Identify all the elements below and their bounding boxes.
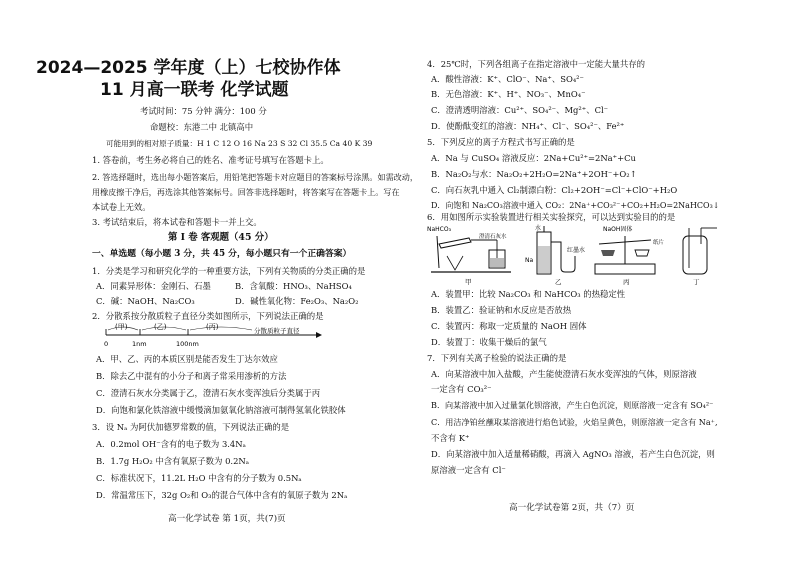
apparatus-ding [683, 228, 717, 274]
diagram-label-bing: (丙) [206, 323, 219, 331]
q4-option-c: C．澄清透明溶液：Cu²⁺、SO₄²⁻、Mg²⁺、Cl⁻ [431, 105, 609, 115]
note-2-end: 本试卷上无效。 [92, 202, 151, 212]
q3-option-d: D．常温常压下，32g O₂和 O₃的混合气体中含有的氧原子数为 2Nₐ [96, 490, 348, 500]
apparatus-yi-label-red-ink: 红墨水 [567, 247, 586, 254]
q5-stem: 5．下列反应的离子方程式书写正确的是 [427, 137, 575, 147]
q4-option-d: D．使酚酞变红的溶液：NH₄⁺、Cl⁻、SO₄²⁻、Fe²⁺ [431, 121, 625, 131]
q5-option-d: D．向饱和 Na₂CO₃溶液中通入 CO₂：2Na⁺+CO₃²⁻+CO₂+H₂O=2NaHCO₃↓ [431, 201, 720, 210]
note-2-cont: 用橡皮擦干净后，再选涂其他答案标号。回答非选择题时，将答案写在答题卡上。写在 [92, 187, 400, 197]
q7-option-d: D．向某溶液中加入适量稀硝酸，再滴入 AgNO₃ 溶液，若产生白色沉淀，则 [431, 449, 715, 459]
part1-title: 第 Ⅰ 卷 客观题（45 分） [168, 232, 274, 243]
q3-option-b: B．1.7g H₂O₂ 中含有氧原子数为 0.2Nₐ [96, 456, 249, 466]
section1-title: 一、单选题（每小题 3 分，共 45 分，每小题只有一个正确答案） [92, 249, 352, 259]
apparatus-bing [595, 225, 665, 274]
page-right [397, 0, 794, 562]
apparatus-yi-label-na: Na [525, 257, 534, 264]
diagram-tick-1nm: 1nm [132, 340, 147, 348]
diagram-axis-arrow [316, 332, 322, 338]
diagram-label-jia: (甲) [115, 323, 128, 331]
q1-option-c: C．碱：NaOH、Na₂CO₃ [96, 296, 195, 306]
q6-option-d: D．装置丁：收集干燥后的氯气 [431, 337, 547, 347]
q6-option-a: A．装置甲：比较 Na₂CO₃ 和 NaHCO₃ 的热稳定性 [431, 289, 626, 299]
q3-option-c: C．标准状况下，11.2L H₂O 中含有的分子数为 0.5Nₐ [96, 473, 302, 483]
apparatus-jia-label-nahco3: NaHCO₃ [427, 226, 451, 233]
q2-stem: 2．分散系按分散质粒子直径分类如图所示，下列说法正确的是 [92, 311, 324, 321]
apparatus-jia-label-limewater: 澄清石灰水 [479, 234, 507, 240]
q5-option-c: C．向石灰乳中通入 Cl₂制漂白粉：Cl₂+2OH⁻=Cl⁻+ClO⁻+H₂O [431, 185, 678, 195]
exam-title-line1: 2024—2025 学年度（上）七校协作体 [36, 58, 341, 78]
apparatus-jia [427, 226, 511, 272]
q6-option-b: B．装置乙：验证钠和水反应是否放热 [431, 305, 572, 315]
diagram-tick-100nm: 100nm [176, 340, 199, 348]
q7-option-a: A．向某溶液中加入盐酸，产生能使澄清石灰水变浑浊的气体，则原溶液 [431, 369, 697, 379]
diagram-axis-label: 分散质粒子直径 [254, 327, 300, 335]
q4-stem: 4．25℃时，下列各组离子在指定溶液中一定能大量共存的 [427, 59, 645, 69]
apparatus-name-ding: 丁 [693, 278, 700, 286]
q5-option-b: B．Na₂O₂与水：Na₂O₂+2H₂O=2Na⁺+2OH⁻+O₂↑ [431, 169, 637, 179]
q6-apparatus-figure [427, 222, 727, 286]
apparatus-yi-label-water: 水 [535, 225, 542, 232]
apparatus-bing-label-paper: 纸片 [653, 240, 665, 246]
note-3: 3. 考试结束后，将本试卷和答题卡一并上交。 [92, 217, 262, 227]
q1-option-d: D．碱性氧化物：Fe₂O₃、Na₂O₂ [235, 296, 359, 306]
q5-option-a: A．Na 与 CuSO₄ 溶液反应：2Na+Cu²⁺=2Na⁺+Cu [431, 153, 636, 163]
diagram-tick-0: 0 [104, 340, 109, 348]
q2-dispersion-diagram [96, 323, 326, 349]
exam-info: 考试时间：75 分钟 满分：100 分 [140, 106, 267, 116]
q1-stem: 1．分类是学习和研究化学的一种重要方法，下列有关物质的分类正确的是 [92, 266, 366, 276]
page2-footer: 高一化学试卷第 2页，共（7）页 [509, 503, 635, 513]
q6-option-c: C．装置丙：称取一定质量的 NaOH 固体 [431, 321, 587, 331]
q1-option-a: A．同素异形体：金刚石、石墨 [96, 281, 211, 291]
q7-option-c-cont: 不含有 K⁺ [431, 433, 470, 443]
atomic-masses: 可能用到的相对原子质量：H 1 C 12 O 16 Na 23 S 32 Cl 35.5 Ca 40 K 39 [106, 139, 373, 148]
q2-option-d: D．向饱和氯化铁溶液中缓慢滴加氨氧化钠溶液可制得氢氧化铁胶体 [96, 405, 346, 415]
q3-option-a: A．0.2mol OH⁻含有的电子数为 3.4Nₐ [96, 439, 246, 449]
setter-schools: 命题校：东港二中 北镇高中 [150, 122, 254, 132]
diagram-label-yi: (乙) [154, 323, 167, 331]
q4-option-b: B．无色溶液：K⁺、H⁺、NO₃⁻、MnO₄⁻ [431, 89, 586, 99]
q7-stem: 7．下列有关离子检验的说法正确的是 [427, 353, 567, 363]
note-2: 2. 答选择题时，选出每小题答案后，用铅笔把答题卡对应题目的答案标号涂黑。如需改动， [92, 172, 418, 182]
q2-option-b: B．除去乙中混有的小分子和离子常采用渗析的方法 [96, 371, 287, 381]
q1-option-b: B．含氧酸：HNO₃、NaHSO₄ [235, 281, 352, 291]
note-1: 1. 答卷前，考生务必将自己的姓名、准考证号填写在答题卡上。 [92, 155, 329, 165]
q6-stem: 6．用如图所示实验装置进行相关实验探究，可以达到实验目的的是 [427, 212, 676, 222]
q7-option-b: B．向某溶液中加入过量氯化钡溶液，产生白色沉淀，则原溶液一定含有 SO₄²⁻ [431, 400, 714, 410]
apparatus-name-bing: 丙 [623, 278, 630, 286]
q4-option-a: A．酸性溶液：K⁺、ClO⁻、Na⁺、SO₄²⁻ [431, 74, 584, 84]
q7-option-a-cont: 一定含有 CO₃²⁻ [431, 384, 492, 394]
q3-stem: 3．设 Nₐ 为阿伏加德罗常数的值，下列说法正确的是 [92, 422, 290, 432]
q2-option-c: C．澄清石灰水分类属于乙，澄清石灰水变浑浊后分类属于丙 [96, 388, 321, 398]
apparatus-yi [525, 224, 585, 274]
exam-title-line2: 11 月高一联考 化学试题 [100, 80, 289, 100]
q7-option-d-cont: 原溶液一定含有 Cl⁻ [431, 465, 506, 475]
apparatus-name-yi: 乙 [555, 278, 562, 286]
q2-option-a: A．甲、乙、丙的本质区别是能否发生丁达尔效应 [96, 354, 278, 364]
q7-option-c: C．用洁净铂丝蘸取某溶液进行焰色试验，火焰呈黄色，则原溶液一定含有 Na⁺, [431, 417, 718, 427]
apparatus-bing-label-naoh: NaOH固体 [603, 226, 633, 233]
apparatus-name-jia: 甲 [465, 278, 472, 286]
page1-footer: 高一化学试卷 第 1页，共(7)页 [168, 514, 286, 524]
